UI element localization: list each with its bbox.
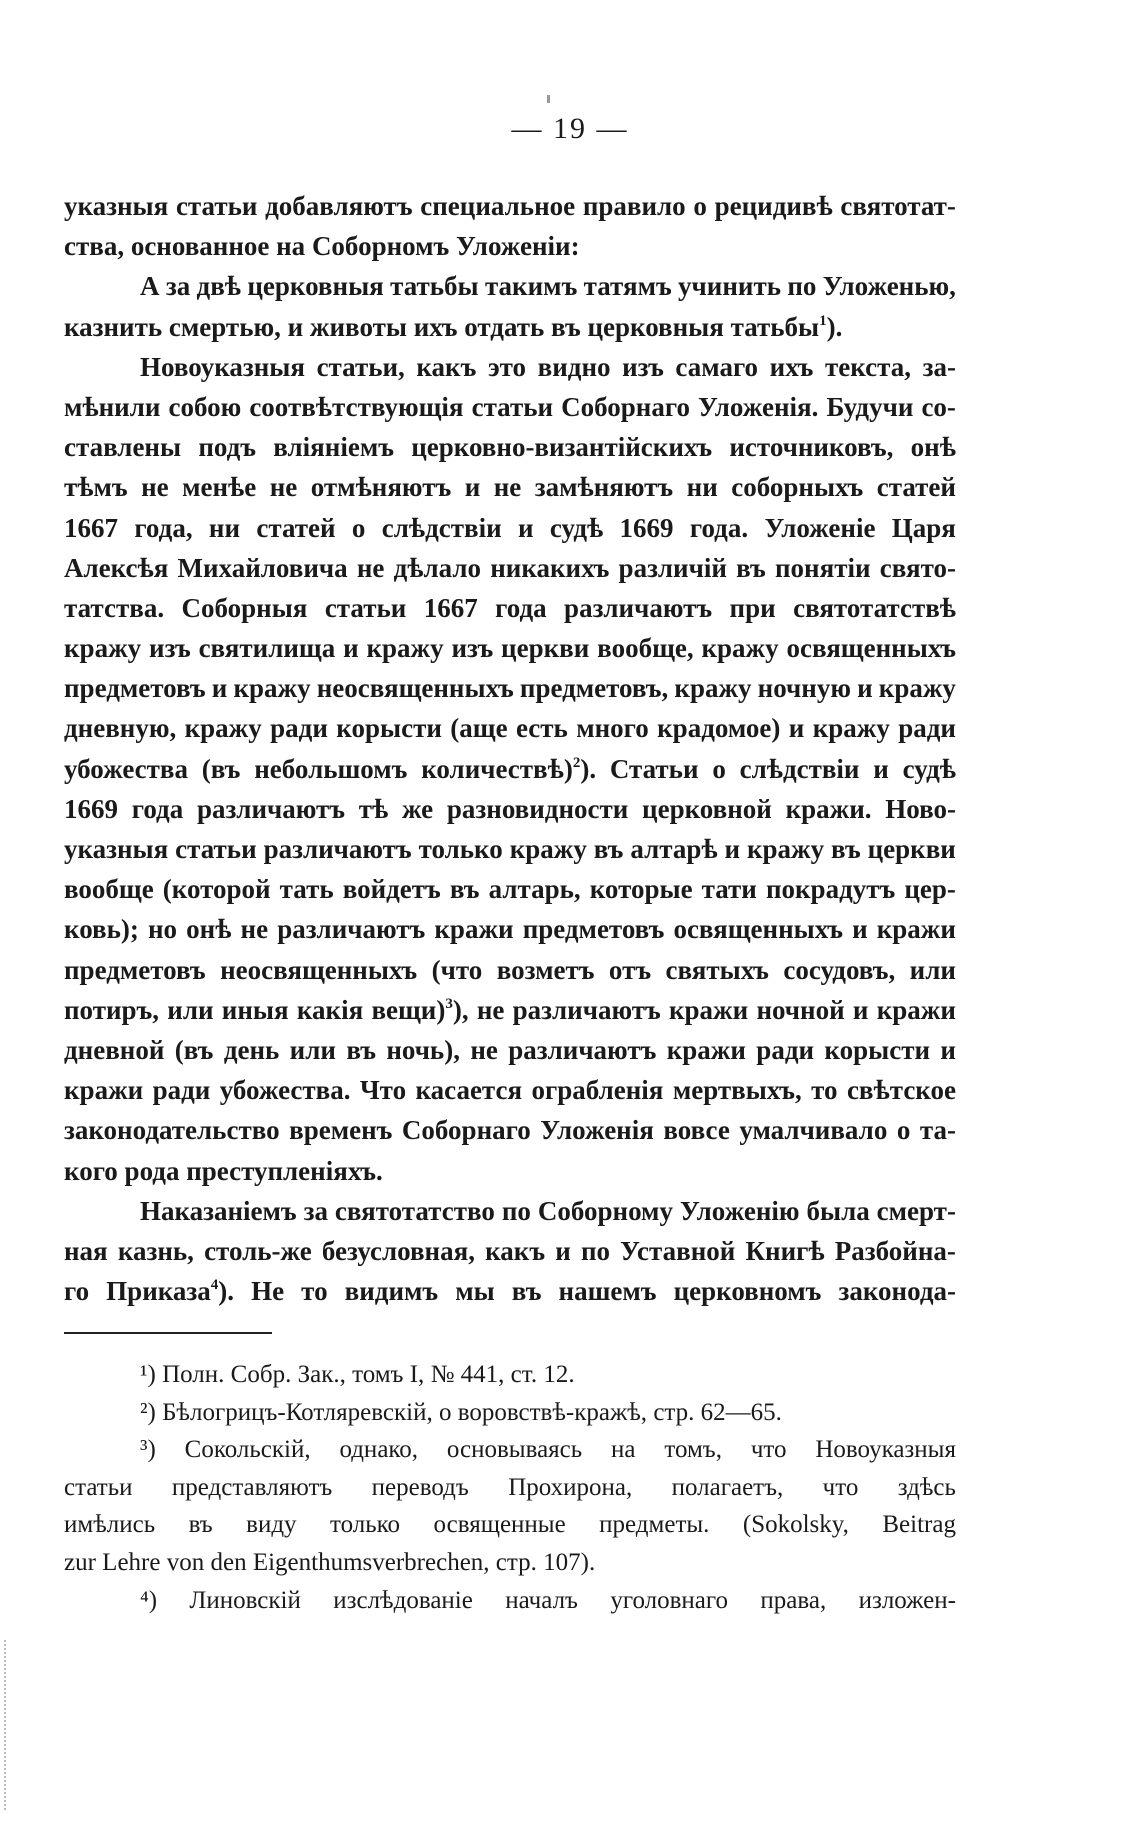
text-line: предметовъ и кражу неосвященныхъ предметовъ, кражу ночную и кражу [64,673,956,704]
text-line: ковь); но онѣ не различаютъ кражи предметовъ освященныхъ и кражи [64,914,956,945]
text-line: А за двѣ церковныя татьбы такимъ татямъ учинить по Уложенью, [140,271,956,302]
text-line: 1667 года, ни статей о слѣдствіи и судѣ 1669 года. Уложеніе Царя [64,512,956,543]
main-text [64,186,956,1311]
text-line: указныя статьи различаютъ только кражу въ алтарѣ и кражу въ церкви [64,834,956,864]
footnote-divider [64,1332,272,1334]
text-line: кражу изъ святилища и кражу изъ церкви вообще, кражу освященныхъ [64,633,956,664]
text-line: дневную, кражу ради корысти (аще есть много крадомое) и кражу ради [64,713,956,744]
footnote-line: ³) Сокольскій, однако, основываясь на томъ, что Новоуказныя [140,1436,956,1464]
footnote-line: ¹) Полн. Собр. Зак., томъ I, № 441, ст. 12. [140,1361,575,1388]
text-line: Алексѣя Михайловича не дѣлало никакихъ различій въ понятіи свято- [64,552,956,583]
footnote-line: ⁴) Линовскій изслѣдованіе началъ уголовнаго права, изложен- [140,1586,956,1614]
text-line: вообще (которой тать войдетъ въ алтарь, которые тати покрадутъ цер- [64,874,956,905]
text-line: казнить смертью, и животы ихъ отдать въ церковныя татьбы$^1$). [64,311,843,342]
scan-mark [547,95,550,103]
text-line: законодательство временъ Соборнаго Уложенія вовсе умалчивало о та- [64,1115,956,1146]
text-line: ная казнь, столь-же безусловная, какъ и по Уставной Книгѣ Разбойна- [64,1235,956,1266]
text-line: го Приказа$^4$). Не то видимъ мы въ нашемъ церковномъ законода- [64,1276,956,1307]
footnote-marker: 2 [572,754,581,771]
footnote-marker: 1 [819,312,827,329]
footnote-line: статьи представляютъ переводъ Прохирона, полагаетъ, что здѣсь [64,1473,956,1501]
text-line: Новоуказныя статьи, какъ это видно изъ самаго ихъ текста, за- [140,351,956,382]
text-line: кого рода преступленіяхъ. [64,1155,383,1186]
text-line: Наказаніемъ за святотатство по Соборному Уложенію была смерт- [140,1195,956,1226]
footnotes [64,1356,956,1619]
footnote-marker: 3 [445,995,453,1012]
text-line: ставлены подъ вліяніемъ церковно-византійскихъ источниковъ, онѣ [64,432,956,463]
text-line: 1669 года различаютъ тѣ же разновидности церковной кражи. Ново- [64,793,956,824]
page-number: — 19 — [511,112,629,145]
text-line: потиръ, или иныя какія вещи)$^3$), не различаютъ кражи ночной и кражи [64,994,956,1025]
text-line: мѣнили собою соотвѣтствующія статьи Соборнаго Уложенія. Будучи со- [64,391,956,422]
text-line: указныя статьи добавляютъ специальное правило о рецидивѣ святотат- [64,191,956,221]
footnote-line: ²) Бѣлогрицъ-Котляревскій, о воровствѣ-кражѣ, стр. 62—65. [140,1398,782,1426]
text-line: тѣмъ не менѣе не отмѣняютъ и не замѣняютъ ни соборныхъ статей [64,472,956,503]
scan-edge [4,1640,8,1810]
text-line: татства. Соборныя статьи 1667 года различаютъ при святотатствѣ [64,592,956,623]
text-line: предметовъ неосвященныхъ (что возметъ отъ святыхъ сосудовъ, или [64,954,956,985]
text-line: кражи ради убожества. Что касается ограбленія мертвыхъ, то свѣтское [64,1075,956,1106]
text-line: убожества (въ небольшомъ количествѣ)$^2$). Статьи о слѣдствіи и судѣ [64,753,956,784]
footnote-marker: 4 [210,1277,219,1294]
text-line: ства, основанное на Соборномъ Уложеніи: [64,231,580,262]
footnote-line: имѣлись въ виду только освященные предметы. (Sokolsky, Beitrag [64,1511,956,1539]
text-line: дневной (въ день или въ ночь), не различаютъ кражи ради корысти и [64,1034,956,1065]
footnote-line: zur Lehre von den Eigenthumsverbrechen, стр. 107). [64,1548,596,1576]
